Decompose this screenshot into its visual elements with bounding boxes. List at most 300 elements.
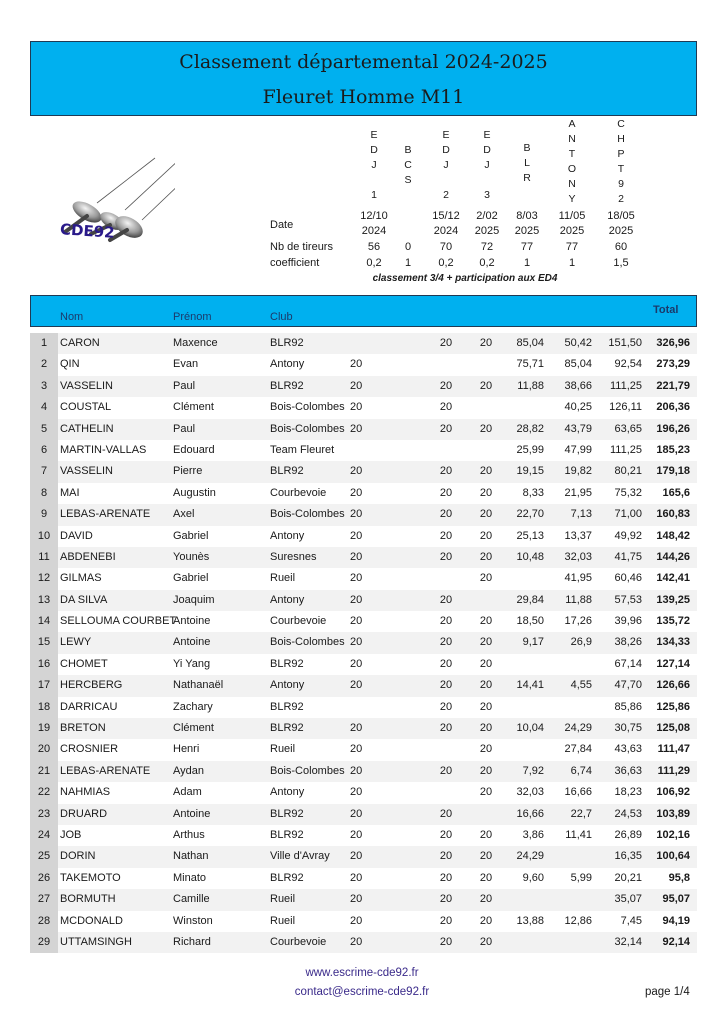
club-cell: BLR92 <box>270 379 304 392</box>
score-cell: 29,84 <box>516 593 544 606</box>
score-cell: 20 <box>439 529 453 542</box>
club-cell: Bois-Colombes <box>270 401 345 414</box>
score-cell: 20 <box>350 786 363 799</box>
score-cell: 7,13 <box>570 508 592 521</box>
score-cell: 39,96 <box>614 615 642 628</box>
table-row <box>30 590 697 611</box>
rank-cell: 20 <box>30 739 58 760</box>
prenom-cell: Minato <box>173 871 207 884</box>
competition-column <box>426 128 466 203</box>
club-cell: Suresnes <box>270 550 317 563</box>
competition-letter: N <box>568 178 576 190</box>
competition-letter: J <box>484 159 490 171</box>
prenom-cell: Paul <box>173 379 196 392</box>
prenom-cell: Antoine <box>173 636 211 649</box>
score-cell: 20 <box>479 743 493 756</box>
rank-cell: 26 <box>30 868 58 889</box>
total-cell: 95,07 <box>662 893 690 906</box>
competition-date2: 2025 <box>514 225 540 237</box>
score-cell: 20 <box>439 593 453 606</box>
score-cell: 20 <box>350 486 363 499</box>
date-label: Date <box>270 219 294 231</box>
score-cell: 20 <box>350 529 363 542</box>
website-link[interactable]: www.escrime-cde92.fr <box>305 967 419 979</box>
table-row <box>30 376 697 397</box>
score-cell: 75,32 <box>614 486 642 499</box>
table-row <box>30 483 697 504</box>
competition-letter: P <box>617 148 625 160</box>
score-cell: 20 <box>479 529 493 542</box>
score-cell: 20 <box>439 486 453 499</box>
competition-coef: 1,5 <box>613 257 629 269</box>
nom-cell: LEWY <box>60 636 92 649</box>
score-cell: 20 <box>439 636 453 649</box>
nom-cell: CARON <box>60 337 100 349</box>
competition-letter: B <box>404 144 412 156</box>
table-row <box>30 739 697 760</box>
score-cell: 20 <box>350 422 363 435</box>
competition-letter: Y <box>568 193 576 205</box>
score-cell: 20 <box>479 636 493 649</box>
score-cell: 7,45 <box>620 914 642 927</box>
score-cell: 20 <box>350 657 363 670</box>
score-cell: 20 <box>350 935 363 948</box>
score-cell: 126,11 <box>609 401 642 414</box>
club-cell: BLR92 <box>270 337 304 349</box>
club-cell: Rueil <box>270 572 296 585</box>
rank-cell: 21 <box>30 761 58 782</box>
score-cell: 32,03 <box>564 550 592 563</box>
rank-cell: 18 <box>30 697 58 718</box>
competition-tireurs: 77 <box>520 241 534 253</box>
competition-letter: B <box>523 142 531 154</box>
competition-date2: 2024 <box>433 225 459 237</box>
score-cell: 24,29 <box>564 722 592 735</box>
rank-cell: 5 <box>30 419 58 440</box>
total-cell: 148,42 <box>656 529 690 542</box>
table-row <box>30 526 697 547</box>
score-cell: 21,95 <box>564 486 592 499</box>
score-cell: 20 <box>439 422 453 435</box>
prenom-cell: Clément <box>173 401 214 414</box>
club-cell: Antony <box>270 786 305 799</box>
score-cell: 43,63 <box>614 743 642 756</box>
rank-cell: 24 <box>30 825 58 846</box>
nom-cell: COUSTAL <box>60 401 112 414</box>
score-cell: 20 <box>479 465 493 478</box>
score-cell: 26,9 <box>570 636 592 649</box>
score-cell: 20 <box>479 615 493 628</box>
score-cell: 20 <box>439 401 453 414</box>
prenom-cell: Zachary <box>173 700 213 713</box>
rank-cell: 28 <box>30 911 58 932</box>
score-cell: 20 <box>350 358 363 371</box>
nom-cell: TAKEMOTO <box>60 871 121 884</box>
total-cell: 273,29 <box>656 358 690 371</box>
competition-coef: 0,2 <box>366 257 382 269</box>
club-cell: Courbevoie <box>270 615 327 628</box>
rank-cell: 2 <box>30 354 58 375</box>
ranking-table <box>30 333 697 953</box>
nom-cell: VASSELIN <box>60 379 113 392</box>
club-cell: Antony <box>270 593 305 606</box>
rank-cell: 6 <box>30 440 58 461</box>
nom-cell: MAI <box>60 486 80 499</box>
competition-coef: 1 <box>523 257 531 269</box>
score-cell: 20 <box>439 828 453 841</box>
total-cell: 221,79 <box>656 379 690 392</box>
score-cell: 49,92 <box>614 529 642 542</box>
score-cell: 24,29 <box>516 850 544 863</box>
score-cell: 20 <box>479 550 493 563</box>
nom-cell: DRUARD <box>60 807 108 820</box>
score-cell: 36,63 <box>614 764 642 777</box>
total-cell: 94,19 <box>662 914 690 927</box>
competition-letter: C <box>404 159 412 171</box>
rank-cell: 3 <box>30 376 58 397</box>
club-cell: Bois-Colombes <box>270 508 345 521</box>
score-cell: 22,7 <box>570 807 592 820</box>
score-cell: 20 <box>439 615 453 628</box>
total-cell: 134,33 <box>656 636 690 649</box>
competition-letter: A <box>568 118 576 130</box>
score-cell: 41,95 <box>564 572 592 585</box>
competition-letter: J <box>371 159 377 171</box>
nom-cell: MCDONALD <box>60 914 123 927</box>
score-cell: 50,42 <box>564 337 592 349</box>
prenom-cell: Richard <box>173 935 211 948</box>
score-cell: 20 <box>350 871 363 884</box>
club-cell: Team Fleuret <box>270 443 335 456</box>
competition-date1: 12/10 <box>360 210 388 222</box>
header-prenom: Prénom <box>173 311 212 323</box>
competition-letter: 3 <box>484 189 490 201</box>
score-cell: 20 <box>479 828 493 841</box>
club-cell: Rueil <box>270 893 296 906</box>
score-cell: 20 <box>350 379 363 392</box>
score-cell: 20,21 <box>614 871 642 884</box>
score-cell: 22,70 <box>516 508 544 521</box>
prenom-cell: Henri <box>173 743 200 756</box>
header-club: Club <box>270 311 293 323</box>
nom-cell: DORIN <box>60 850 96 863</box>
competition-date1: 18/05 <box>607 210 635 222</box>
score-cell: 20 <box>350 679 363 692</box>
competition-letter: E <box>442 129 450 141</box>
prenom-cell: Aydan <box>173 764 204 777</box>
score-cell: 20 <box>479 722 493 735</box>
nom-cell: BRETON <box>60 722 106 735</box>
total-cell: 95,8 <box>668 871 690 884</box>
total-cell: 179,18 <box>656 465 690 478</box>
table-row <box>30 611 697 632</box>
score-cell: 20 <box>439 850 453 863</box>
prenom-cell: Antoine <box>173 615 211 628</box>
competition-tireurs: 72 <box>480 241 494 253</box>
score-cell: 80,21 <box>614 465 642 478</box>
prenom-cell: Gabriel <box>173 572 209 585</box>
table-row <box>30 632 697 653</box>
total-cell: 139,25 <box>656 593 690 606</box>
competition-coef: 0,2 <box>438 257 454 269</box>
score-cell: 41,75 <box>614 550 642 563</box>
table-row <box>30 911 697 932</box>
club-cell: BLR92 <box>270 657 304 670</box>
nom-cell: SELLOUMA COURBET <box>60 615 177 628</box>
competition-letter: H <box>617 133 625 145</box>
table-row <box>30 697 697 718</box>
score-cell: 20 <box>350 508 363 521</box>
score-cell: 71,00 <box>614 508 642 521</box>
score-cell: 85,86 <box>614 700 642 713</box>
prenom-cell: Gabriel <box>173 529 209 542</box>
score-cell: 28,82 <box>516 422 544 435</box>
club-cell: Courbevoie <box>270 935 327 948</box>
score-cell: 32,03 <box>516 786 544 799</box>
score-cell: 3,86 <box>522 828 544 841</box>
score-cell: 20 <box>479 935 493 948</box>
coef-label: coefficient <box>270 257 320 269</box>
table-row <box>30 868 697 889</box>
table-row <box>30 333 697 354</box>
score-cell: 20 <box>350 615 363 628</box>
score-cell: 20 <box>479 572 493 585</box>
score-cell: 5,99 <box>570 871 592 884</box>
email-link[interactable]: contact@escrime-cde92.fr <box>294 986 430 998</box>
rank-cell: 25 <box>30 846 58 867</box>
competition-column <box>507 141 547 186</box>
competition-letter: D <box>370 144 378 156</box>
prenom-cell: Younès <box>173 550 210 563</box>
score-cell: 18,23 <box>614 786 642 799</box>
table-header <box>30 295 697 327</box>
club-cell: BLR92 <box>270 465 304 478</box>
score-cell: 26,89 <box>614 828 642 841</box>
score-cell: 20 <box>439 935 453 948</box>
rank-cell: 22 <box>30 782 58 803</box>
score-cell: 20 <box>479 893 493 906</box>
score-cell: 20 <box>439 379 453 392</box>
score-cell: 20 <box>350 893 363 906</box>
score-cell: 47,99 <box>564 443 592 456</box>
score-cell: 38,26 <box>614 636 642 649</box>
score-cell: 20 <box>350 572 363 585</box>
score-cell: 75,71 <box>516 358 544 371</box>
score-cell: 20 <box>439 807 453 820</box>
table-row <box>30 419 697 440</box>
competition-tireurs: 60 <box>614 241 628 253</box>
score-cell: 67,14 <box>614 657 642 670</box>
score-cell: 11,88 <box>517 379 544 392</box>
total-cell: 165,6 <box>662 486 690 499</box>
total-cell: 185,23 <box>656 443 690 456</box>
score-cell: 151,50 <box>608 337 642 349</box>
score-cell: 20 <box>350 914 363 927</box>
rank-cell: 17 <box>30 675 58 696</box>
nom-cell: BORMUTH <box>60 893 116 906</box>
score-cell: 35,07 <box>614 893 642 906</box>
logo-text: CDE92 <box>59 220 116 242</box>
nom-cell: LEBAS-ARENATE <box>60 508 151 521</box>
total-cell: 126,66 <box>656 679 690 692</box>
score-cell: 85,04 <box>516 337 544 349</box>
nom-cell: GILMAS <box>60 572 102 585</box>
score-cell: 20 <box>350 401 363 414</box>
competition-letter: D <box>483 144 491 156</box>
rank-cell: 19 <box>30 718 58 739</box>
total-cell: 127,14 <box>656 657 690 670</box>
competition-letter: E <box>370 129 378 141</box>
page-number: page 1/4 <box>645 986 690 998</box>
score-cell: 14,41 <box>516 679 544 692</box>
rank-cell: 10 <box>30 526 58 547</box>
nom-cell: CROSNIER <box>60 743 119 756</box>
table-row <box>30 804 697 825</box>
total-cell: 196,26 <box>656 422 690 435</box>
nom-cell: UTTAMSINGH <box>60 935 132 948</box>
rank-cell: 7 <box>30 461 58 482</box>
tireurs-label: Nb de tireurs <box>270 241 333 253</box>
score-cell: 111,25 <box>609 379 642 392</box>
total-cell: 100,64 <box>656 850 690 863</box>
competition-coef: 1 <box>568 257 576 269</box>
score-cell: 32,14 <box>614 935 642 948</box>
rank-cell: 23 <box>30 804 58 825</box>
competition-tireurs: 0 <box>404 241 412 253</box>
score-cell: 20 <box>479 764 493 777</box>
nom-cell: CHOMET <box>60 657 108 670</box>
total-cell: 142,41 <box>656 572 690 585</box>
total-cell: 125,08 <box>656 722 690 735</box>
total-cell: 160,83 <box>656 508 690 521</box>
prenom-cell: Winston <box>173 914 213 927</box>
competition-letter: C <box>617 118 625 130</box>
score-cell: 20 <box>439 764 453 777</box>
document-title: Classement départemental 2024-2025 <box>179 51 548 73</box>
table-row <box>30 718 697 739</box>
nom-cell: LEBAS-ARENATE <box>60 764 151 777</box>
score-cell: 20 <box>350 828 363 841</box>
score-cell: 8,33 <box>522 486 544 499</box>
score-cell: 16,66 <box>564 786 592 799</box>
table-row <box>30 654 697 675</box>
prenom-cell: Nathanaël <box>173 679 224 692</box>
score-cell: 19,82 <box>564 465 592 478</box>
club-cell: Antony <box>270 679 305 692</box>
score-cell: 7,92 <box>522 764 544 777</box>
competition-letter: E <box>483 129 491 141</box>
total-cell: 106,92 <box>656 786 690 799</box>
competition-tireurs: 56 <box>367 241 381 253</box>
club-cell: Bois-Colombes <box>270 764 345 777</box>
competition-date1: 2/02 <box>476 210 498 222</box>
competition-coef: 1 <box>404 257 412 269</box>
competition-date1: 11/05 <box>558 210 586 222</box>
club-cell: Rueil <box>270 914 296 927</box>
score-cell: 20 <box>439 871 453 884</box>
score-cell: 18,50 <box>516 615 544 628</box>
competition-letter: T <box>617 163 625 175</box>
title-banner <box>30 41 697 116</box>
competition-letter: J <box>443 159 449 171</box>
score-cell: 6,74 <box>570 764 592 777</box>
table-row <box>30 440 697 461</box>
rank-cell: 12 <box>30 568 58 589</box>
club-cell: Courbevoie <box>270 486 327 499</box>
score-cell: 11,88 <box>565 593 592 606</box>
competition-letter: 2 <box>443 189 449 201</box>
rank-cell: 13 <box>30 590 58 611</box>
prenom-cell: Nathan <box>173 850 209 863</box>
score-cell: 16,35 <box>614 850 642 863</box>
score-cell: 20 <box>479 786 493 799</box>
prenom-cell: Edouard <box>173 443 215 456</box>
score-cell: 40,25 <box>564 401 592 414</box>
club-cell: Bois-Colombes <box>270 422 345 435</box>
competition-column <box>552 117 592 207</box>
total-cell: 144,26 <box>656 550 690 563</box>
competition-letter: 2 <box>618 193 624 205</box>
nom-cell: MARTIN-VALLAS <box>60 443 147 456</box>
score-cell: 4,55 <box>570 679 592 692</box>
competition-date2: 2025 <box>608 225 634 237</box>
nom-cell: HERCBERG <box>60 679 123 692</box>
competition-letter: R <box>523 172 531 184</box>
score-cell: 20 <box>350 636 363 649</box>
club-cell: Bois-Colombes <box>270 636 345 649</box>
total-cell: 111,47 <box>657 743 690 756</box>
nom-cell: DARRICAU <box>60 700 118 713</box>
total-cell: 111,29 <box>657 764 690 777</box>
score-cell: 24,53 <box>614 807 642 820</box>
score-cell: 20 <box>350 550 363 563</box>
prenom-cell: Evan <box>173 358 199 371</box>
score-cell: 20 <box>439 893 453 906</box>
table-row <box>30 846 697 867</box>
table-row <box>30 675 697 696</box>
score-cell: 11,41 <box>565 828 592 841</box>
nom-cell: CATHELIN <box>60 422 114 435</box>
competition-column <box>601 117 641 207</box>
total-cell: 326,96 <box>656 337 690 349</box>
table-row <box>30 547 697 568</box>
competition-letter: L <box>524 157 530 169</box>
score-cell: 20 <box>350 593 363 606</box>
score-cell: 20 <box>439 337 453 349</box>
nom-cell: VASSELIN <box>60 465 113 478</box>
club-cell: BLR92 <box>270 871 304 884</box>
competition-letter: D <box>442 144 450 156</box>
competition-letter <box>467 173 507 188</box>
competition-letter: 1 <box>371 189 377 201</box>
document-subtitle: Fleuret Homme M11 <box>262 86 465 108</box>
table-row <box>30 825 697 846</box>
score-cell: 20 <box>479 379 493 392</box>
table-row <box>30 397 697 418</box>
competition-date2: 2025 <box>474 225 500 237</box>
club-cell: Antony <box>270 529 305 542</box>
score-cell: 20 <box>479 850 493 863</box>
score-cell: 16,66 <box>516 807 544 820</box>
score-cell: 20 <box>439 657 453 670</box>
competition-tireurs: 70 <box>439 241 453 253</box>
rank-cell: 4 <box>30 397 58 418</box>
nom-cell: NAHMIAS <box>60 786 111 799</box>
score-cell: 20 <box>479 486 493 499</box>
score-cell: 20 <box>479 914 493 927</box>
score-cell: 20 <box>439 465 453 478</box>
rank-cell: 1 <box>30 333 58 354</box>
